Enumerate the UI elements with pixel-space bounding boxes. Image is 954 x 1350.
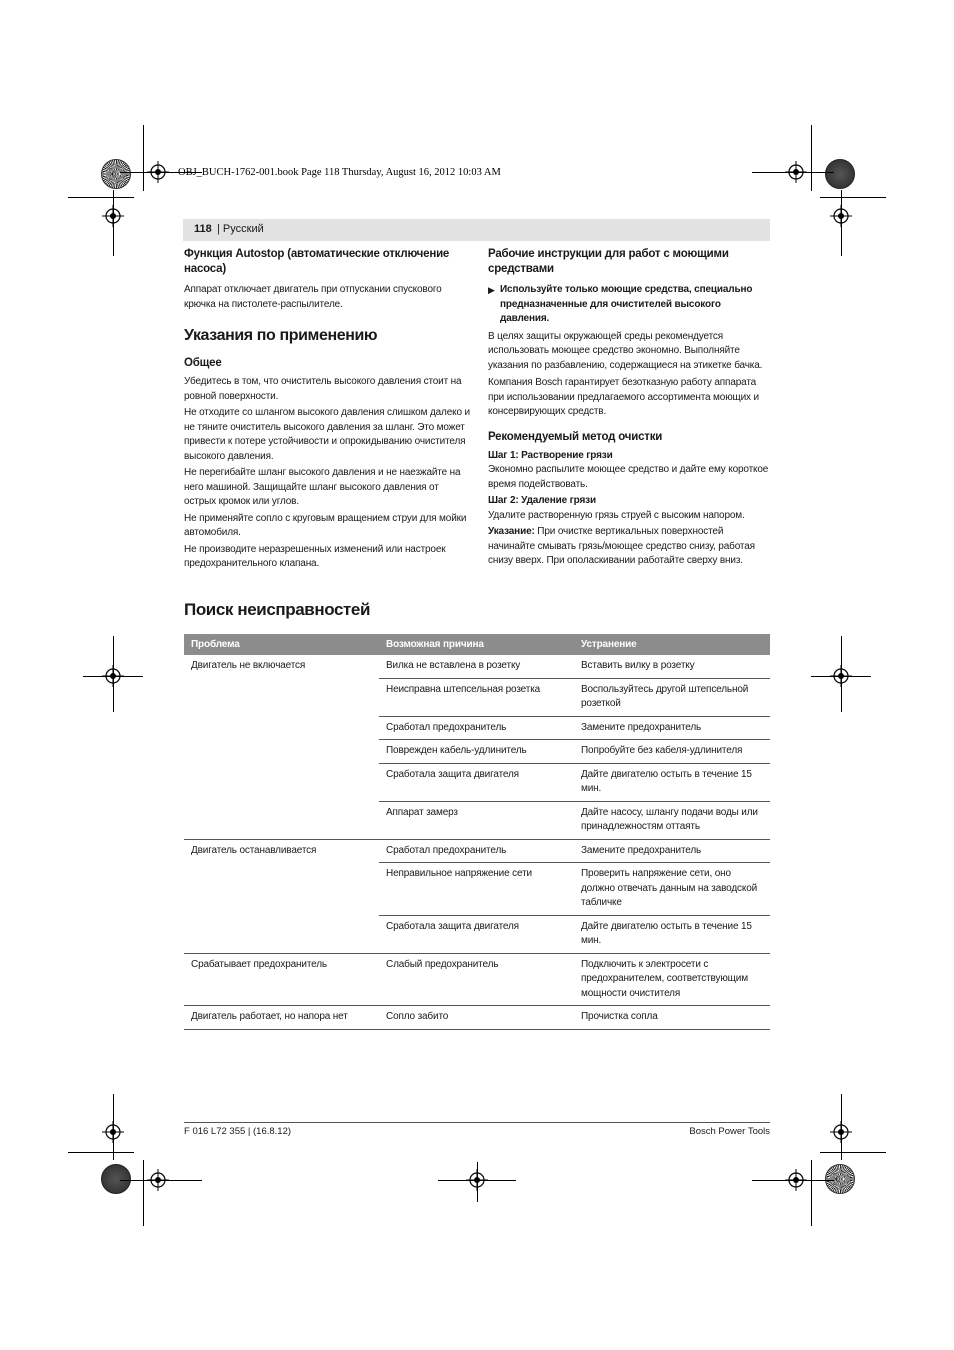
crop-mark [820, 197, 886, 198]
remedy-cell: Проверить напряжение сети, оно должно отвечать данным на заводской табличке [574, 863, 770, 916]
remedy-cell: Вставить вилку в розетку [574, 655, 770, 678]
registration-mark-icon [785, 1169, 807, 1191]
step1-label: Шаг 1: Растворение грязи [488, 449, 613, 461]
remedy-cell: Замените предохранитель [574, 839, 770, 863]
detergent-heading: Рабочие инструкции для работ с моющими средствами [488, 248, 729, 275]
detergent-paragraph: В целях защиты окружающей среды рекомендуется использовать моющее средство экономно. Выполняйте указания по разбавлению, содержащиеся на этикетке бачка. [488, 330, 763, 371]
bullet-arrow-icon: ▶ [488, 285, 495, 295]
cause-cell: Поврежден кабель-удлинитель [379, 740, 574, 764]
table-header-row [184, 634, 770, 655]
note-text: При очистке вертикальных поверхностей начинайте смывать грязь/моющее средство снизу, работая снизу вверх. При ополаскивании работайте сверху вниз. [488, 526, 755, 566]
registration-mark-icon [830, 205, 852, 227]
footer-document-code: F 016 L72 355 | (16.8.12) [184, 1126, 292, 1137]
registration-mark-icon [102, 665, 124, 687]
remedy-cell: Дайте двигателю остыть в течение 15 мин. [574, 915, 770, 953]
registration-mark-icon [830, 665, 852, 687]
remedy-cell: Дайте двигателю остыть в течение 15 мин. [574, 763, 770, 801]
remedy-cell: Дайте насосу, шлангу подачи воды или принадлежностям оттаять [574, 801, 770, 839]
registration-mark-icon [147, 1169, 169, 1191]
color-bar-starburst-icon [101, 1164, 131, 1194]
warning-bullet [488, 283, 770, 327]
step2-text: Удалите растворенную грязь струей с высоким напором. [488, 509, 745, 521]
table-row [184, 1006, 770, 1030]
cause-cell: Сработал предохранитель [379, 839, 574, 863]
crop-mark [68, 197, 134, 198]
cause-cell: Вилка не вставлена в розетку [379, 655, 574, 678]
color-bar-starburst-icon [825, 159, 855, 189]
registration-mark-icon [785, 161, 807, 183]
table-row [184, 655, 770, 678]
language-label: | Русский [217, 223, 264, 235]
cause-cell: Слабый предохранитель [379, 953, 574, 1006]
registration-mark-icon [830, 1121, 852, 1143]
registration-mark-icon [102, 205, 124, 227]
autostop-text: Аппарат отключает двигатель при отпускании спускового крючка на пистолете-распылителе. [184, 284, 442, 310]
cause-cell: Неисправна штепсельная розетка [379, 678, 574, 716]
column-header: Устранение [574, 634, 770, 655]
step2-label: Шаг 2: Удаление грязи [488, 495, 596, 506]
page-number: 118 [194, 223, 212, 235]
left-column [184, 247, 470, 572]
general-paragraph: Не отходите со шлангом высокого давления слишком далеко и не тяните очиститель высокого давления за шланг. Это может привести к потере устойчивости и опрокидыванию очистителя высокого давления. [184, 407, 470, 462]
remedy-cell: Подключить к электросети с предохранителем, соответствующим мощности очистителя [574, 953, 770, 1006]
cause-cell: Сработал предохранитель [379, 716, 574, 740]
problem-cell: Срабатывает предохранитель [184, 953, 379, 1006]
crop-mark [811, 125, 812, 191]
remedy-cell: Попробуйте без кабеля-удлинителя [574, 740, 770, 764]
right-column [488, 247, 770, 569]
crop-mark [143, 125, 144, 191]
detergent-paragraph: Компания Bosch гарантирует безотказную работу аппарата при использовании предлагаемого ассортимента моющих и консервирующих средств. [488, 377, 759, 417]
autostop-heading: Функция Autostop (автоматические отключение насоса) [184, 248, 450, 275]
detergent-paragraphs [488, 330, 770, 420]
file-header: OBJ_BUCH-1762-001.book Page 118 Thursday, August 16, 2012 10:03 AM [178, 167, 501, 178]
step1-text: Экономно распылите моющее средство и дайте ему короткое время подействовать. [488, 464, 769, 490]
bullet-text: Используйте только моющие средства, специально предназначенные для очистителей высокого давления. [500, 284, 753, 324]
registration-mark-icon [102, 1121, 124, 1143]
color-bar-starburst-icon [825, 1164, 855, 1194]
table-row [184, 953, 770, 1006]
method-heading: Рекомендуемый метод очистки [488, 430, 663, 443]
crop-mark [143, 1160, 144, 1226]
note-paragraph [488, 525, 770, 569]
usage-heading: Указания по применению [184, 327, 378, 344]
general-paragraph: Не перегибайте шланг высокого давления и не наезжайте на него машиной. Защищайте шланг высокого давления от острых кромок или углов. [184, 467, 461, 507]
remedy-cell: Замените предохранитель [574, 716, 770, 740]
remedy-cell: Воспользуйтесь другой штепсельной розеткой [574, 678, 770, 716]
general-paragraph: Убедитесь в том, что очиститель высокого давления стоит на ровной поверхности. [184, 376, 462, 402]
cause-cell: Неправильное напряжение сети [379, 863, 574, 916]
column-header: Возможная причина [379, 634, 574, 655]
problem-cell: Двигатель работает, но напора нет [184, 1006, 379, 1030]
cause-cell: Сработала защита двигателя [379, 915, 574, 953]
general-paragraph: Не производите неразрешенных изменений или настроек предохранительного клапана. [184, 543, 446, 569]
crop-mark [811, 1160, 812, 1226]
problem-cell: Двигатель останавливается [184, 839, 379, 953]
footer-rule [184, 1122, 770, 1123]
remedy-cell: Прочистка сопла [574, 1006, 770, 1030]
cause-cell: Аппарат замерз [379, 801, 574, 839]
note-label: Указание: [488, 526, 535, 537]
registration-mark-icon [147, 161, 169, 183]
crop-mark [68, 1152, 134, 1153]
table-row [184, 839, 770, 863]
general-paragraphs [184, 375, 470, 572]
general-heading: Общее [184, 357, 222, 369]
problem-cell: Двигатель не включается [184, 655, 379, 839]
footer-brand: Bosch Power Tools [689, 1126, 770, 1137]
column-header: Проблема [184, 634, 379, 655]
troubleshooting-table [184, 634, 770, 1030]
cause-cell: Сработала защита двигателя [379, 763, 574, 801]
registration-mark-icon [466, 1169, 488, 1191]
color-bar-starburst-icon [101, 159, 131, 189]
troubleshooting-title: Поиск неисправностей [184, 600, 371, 619]
page-header-band [183, 219, 770, 241]
general-paragraph: Не применяйте сопло с круговым вращением струи для мойки автомобиля. [184, 512, 467, 538]
crop-mark [820, 1152, 886, 1153]
cause-cell: Сопло забито [379, 1006, 574, 1030]
